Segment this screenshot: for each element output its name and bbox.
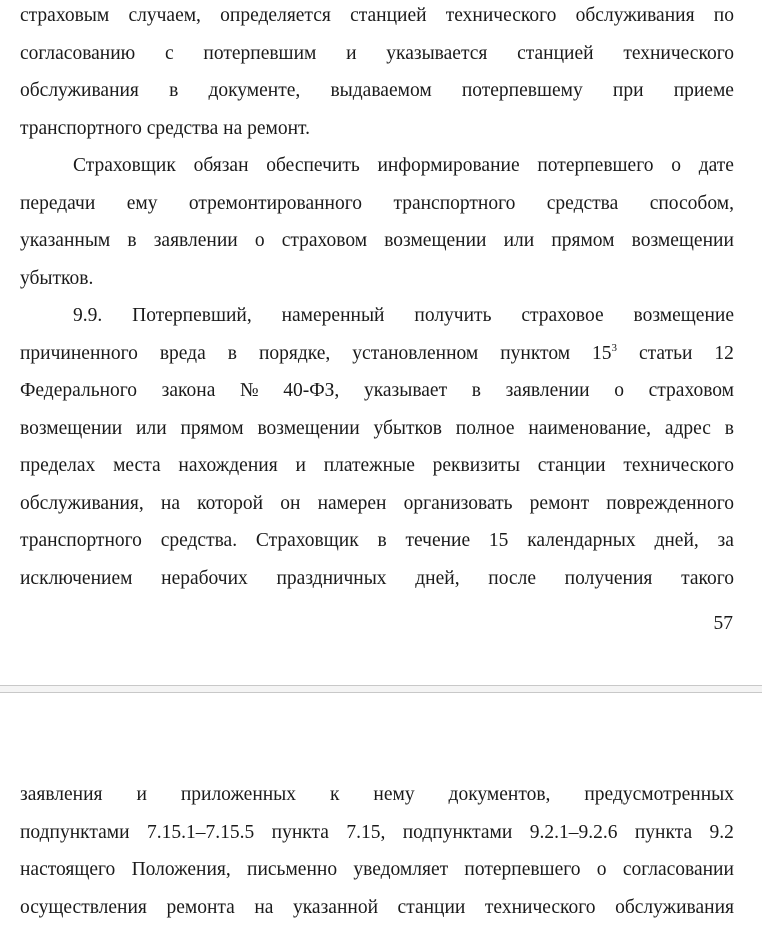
word: технического [484,896,596,918]
word: причиненного [20,342,138,364]
word: и [295,455,306,476]
word: нему [373,784,415,805]
text-line [20,851,734,889]
word: вреда [159,342,206,364]
text-line [20,410,734,448]
word: нерабочих [161,567,248,589]
word: пункта [634,821,693,843]
word: транспортного [20,530,142,551]
word: страховым [20,5,110,26]
text-line [20,814,734,852]
word: технического [623,42,734,64]
text-line [20,485,734,523]
word: способом, [649,192,734,214]
word: которой [197,492,264,514]
word: намерен [317,492,387,514]
word: заявлении [153,230,238,251]
word: дате [698,155,734,176]
word: и [346,42,357,64]
word: о [254,230,265,251]
word: 7.15, [346,821,386,843]
word: указанной [293,896,378,918]
word: информирование [377,155,520,176]
word: пределах [20,455,96,476]
text-line [20,889,734,927]
word: отремонтированного [188,192,363,214]
word: возмещении [384,230,487,251]
word: Федерального [20,380,138,401]
word: приеме [673,80,734,101]
word: обслуживания [615,896,734,918]
word: получения [564,567,653,589]
word: за [717,530,734,551]
word: осуществления [20,896,147,918]
word: подпунктами [402,821,513,843]
word: обслуживания [575,5,695,26]
word: потерпевшего [464,859,581,880]
word: Страховщик [73,155,176,176]
word: дней, [654,530,699,551]
word: транспортного [393,192,516,214]
word: о [596,859,607,880]
page-57-body-text [20,0,734,597]
word: платежные [323,455,415,476]
text-line [20,222,734,260]
word: обеспечить [266,155,360,176]
word: в [724,417,734,439]
word: средства. [160,530,238,551]
word: о [614,380,624,401]
text-line [20,335,734,373]
word: течение [405,530,471,551]
word: указывает [363,380,448,401]
word: по [713,5,734,26]
text-line [20,560,734,598]
word: праздничных [276,567,387,589]
word: убытков. [20,267,94,289]
word: полное [455,417,515,439]
word: на [160,492,181,514]
word: станции [397,896,466,918]
word: согласованию [20,42,136,64]
word: календарных [527,530,636,551]
word: технического [445,5,557,26]
text-line [20,372,734,410]
text-line [20,110,734,148]
word: или [503,230,535,251]
word: потерпевшим [203,42,317,64]
word: Страховщик [255,530,359,551]
word: потерпевшего [537,155,654,176]
word: убытков [373,417,442,439]
word: $15^3$ [592,341,618,364]
word: намеренный [281,305,385,326]
word: потерпевшему [461,80,583,101]
word: с [165,42,174,64]
text-line [20,260,734,298]
word: закона [161,380,216,401]
word: № [240,380,259,401]
word: 40-ФЗ, [283,380,340,401]
word: 9.9. [73,305,103,326]
word: после [488,567,536,589]
word: реквизиты [432,455,520,476]
word: заявлении [505,380,590,401]
word: в [227,342,237,364]
word: транспортного средства на ремонт. [20,117,310,139]
word: получить [414,305,492,326]
word: места [113,455,161,476]
word: определяется [220,5,331,26]
text-line [20,297,734,335]
text-line [20,72,734,110]
word: возмещение [633,305,734,326]
word: 9.2.1–9.2.6 [529,821,618,843]
word: в [169,80,179,101]
word: страховом [648,380,734,401]
word: и [136,784,147,805]
word: наименование, [528,417,652,439]
word: согласовании [622,859,734,880]
word: ему [126,192,158,214]
text-line [20,147,734,185]
text-line [20,185,734,223]
word: 9.2 [709,821,734,843]
word: станции [537,455,606,476]
word: письменно [247,859,338,880]
word: выдаваемом [330,80,432,101]
word: станцией [350,5,427,26]
word: дней, [415,567,460,589]
text-line [20,447,734,485]
word: или [136,417,167,439]
word: ремонта [166,896,235,918]
word: пунктом [500,342,571,364]
word: случаем, [128,5,201,26]
word: возмещении [257,417,360,439]
word: нахождения [178,455,278,476]
word: пункта [271,821,329,843]
word: ремонт [529,492,590,514]
word: он [280,492,301,514]
word: при [612,80,644,101]
word: Положения, [131,859,231,880]
word: возмещении [631,230,734,251]
word: возмещении [20,417,123,439]
word: прямом [180,417,244,439]
superscript: 3 [611,341,618,354]
word: порядке, [258,342,331,364]
word: указанным [20,230,111,251]
word: статьи [639,342,693,364]
word: страховое [521,305,604,326]
word: документов, [448,784,551,805]
word: 15 [488,530,509,551]
word: организовать [403,492,513,514]
word: заявления [20,784,103,805]
text-line [20,0,734,35]
word: настоящего [20,859,116,880]
word: на [254,896,274,918]
word: к [329,784,340,805]
word: 12 [714,342,734,364]
word: такого [681,567,734,589]
word: предусмотренных [584,784,734,805]
text-line [20,35,734,73]
word: в [377,530,387,551]
word: обязан [193,155,249,176]
word: обслуживания, [20,492,144,514]
page-58-body-text [20,776,734,926]
word: адрес [664,417,711,439]
word: подпунктами [20,821,130,843]
word: в [127,230,137,251]
text-line [20,522,734,560]
word: приложенных [180,784,297,805]
word: страховом [281,230,368,251]
word: о [671,155,681,176]
word: исключением [20,567,133,589]
page-number: 57 [713,613,733,634]
word: документе, [208,80,301,101]
word: передачи [20,192,96,214]
text-line [20,776,734,814]
word: средства [546,192,619,214]
word: Потерпевший, [132,305,252,326]
word: 7.15.1–7.15.5 [146,821,255,843]
word: указывается [386,42,488,64]
word: в [471,380,481,401]
word: технического [623,455,734,476]
word: станцией [517,42,594,64]
word: поврежденного [606,492,734,514]
word: обслуживания [20,80,139,101]
word: установленном [352,342,479,364]
word: прямом [551,230,615,251]
page-separator [0,685,762,693]
word: уведомляет [353,859,449,880]
